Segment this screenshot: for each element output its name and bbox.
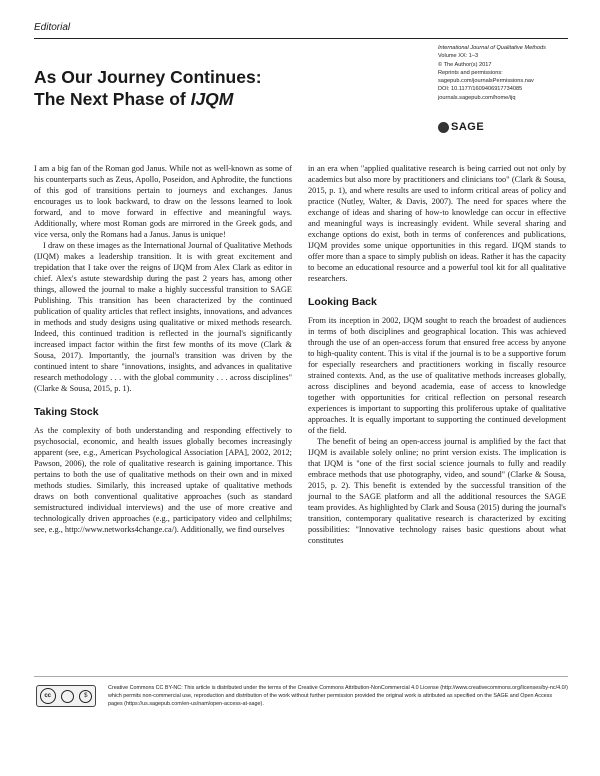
license-text: Creative Commons CC BY-NC: This article is distributed under the terms of the Creative Commons Attribution-NonCommercial 4.0 License (http://www.creativecommons.org/licenses/by-nc/4.0/) which permits non-commercial use, reproduction and distribution of the work without further permission provided the original work is attributed as specified on the SAGE and Open Access pages (https://us.sagepub.com/en-us/nam/open-access-at-sage). [108, 685, 568, 708]
paragraph: As the complexity of both understanding and responding effectively to psychosocial, economic, and health issues globally becomes increasingly apparent (see, e.g., American Psychological Association [APA], 2002, 2012; Pawson, 2006), the role of qualitative research is gaining importance. This pertains to both the use of qualitative methods on their own and in mixed methods studies. Similarly, this increased uptake of qualitative methods draws on both conventional qualitative approaches (such as standard semistructured individual interviews) and the use of more creative and technologically driven approaches (e.g., participatory video and cellphilms; see, e.g., http://www.networks4change.ca/). Additionally, we find ourselves [34, 426, 292, 534]
title-line-1: As Our Journey Continues: [34, 67, 262, 87]
sage-logo-text: SAGE [451, 121, 485, 133]
header-divider [34, 38, 568, 39]
title-journal-abbrev: IJQM [190, 89, 234, 109]
reprints-label: Reprints and permissions: [438, 69, 503, 76]
paragraph: From its inception in 2002, IJQM sought to reach the broadest of audiences in terms of both disciplines and geographical location. This was achieved through the use of an open-access forum that ensured free access by anyone to high-quality content. This is vital if the journal is to be a supportive forum for especially researchers and practitioners working in fiscally resource strained contexts. And, as the use of qualitative methods increases globally, across disciplines and beyond academia, ease of access to knowledge together with opportunities for critical reflection on personal research experiences is important to supporting this proliferous uptake of qualitative approaches. It is equally important to supporting the continued development of the field. [308, 316, 566, 435]
sage-logo [438, 121, 484, 133]
footer-divider [34, 676, 568, 677]
article-title [34, 66, 364, 110]
right-column [308, 163, 566, 546]
article-metadata [438, 44, 578, 102]
copyright: © The Author(s) 2017 [438, 61, 492, 68]
sage-logo-icon [438, 122, 449, 133]
left-column [34, 163, 292, 535]
title-line-2 [34, 88, 364, 110]
paragraph: in an era when "applied qualitative research is being carried out not only by academics but also more by practitioners and clinicians too" (Clark & Sousa, 2015, p. 1), and where results are used to inform critical areas of policy and practice (Nutley, Walter, & Davis, 2007). The need for spaces where the exchange of ideas and sharing of how-to knowledge can occur in effective and meaningful ways is increasingly evident. While several sharing and exchange options do exist, both in terms of conferences and publications, IJQM provides some unique opportunities in this regard. IJQM stands to offer more than a space to simply publish on ideas. Rather it has the capacity to become an educational resource and a powerful tool kit for all qualitative researchers. [308, 164, 566, 283]
paragraph: I draw on these images as the International Journal of Qualitative Methods (IJQM) makes a leadership transition. It is with great excitement and trepidation that I take over the reigns of IJQM from Alex Clark as editor in chief. Alex's astute stewardship during the past 2 years has, among other things, allowed the journal to make a highly successful transition to SAGE Publishing. This transition has been characterized by the continued publication of quality articles that reflect insights, innovations, and advances in methods and study designs using qualitative or mixed methods research. Indeed, this continued tradition is reflected in the journal's significantly increased impact factor within the first few months of its move (Clark & Sousa, 2017). Importantly, the journal's transition was driven by the continued intent to share "innovations, insights, and advances in qualitative research methodology . . . with the global community . . . across disciplines" (Clarke & Sousa, 2015, p. 1). [34, 241, 292, 393]
cc-icon: cc [40, 688, 56, 704]
paragraph: I am a big fan of the Roman god Janus. While not as well-known as some of his counterparts such as Zeus, Apollo, Poseidon, and Aphrodite, the functions of this god of transitions pertain to journeys and exchanges. Janus encourages us to look backward, to draw on the lessons learned to look forward, and to move forward in effective and meaningful ways. Additionally, where most Roman gods are mirrored in the Greek gods, and vice versa, only the Romans had a Janus. Janus is unique! [34, 164, 292, 239]
noncommercial-icon: $ [79, 690, 92, 703]
heading-taking-stock: Taking Stock [34, 406, 99, 418]
title-line-2-text: The Next Phase of [34, 89, 191, 109]
heading-looking-back: Looking Back [308, 296, 377, 308]
paragraph: The benefit of being an open-access journal is amplified by the fact that IJQM is available solely online; no print version exists. The implication is that IJQM is "one of the first social science journals to fully and readily embrace methods that use photography, video, and sound" (Clarke & Sousa, 2015, p. 2). This benefit is extended by the successful transition of the journal to the SAGE platform and all the additional resources the SAGE team provides. As highlighted by Clark and Sousa (2015) during the journal's transition, contemporary qualitative research is characterized by exciting possibilities: "Innovative technology raises basic questions about what constitutes [308, 437, 566, 545]
permissions-link[interactable]: sagepub.com/journalsPermissions.nav [438, 78, 534, 85]
journal-link[interactable]: journals.sagepub.com/home/ijq [438, 94, 516, 101]
doi[interactable]: DOI: 10.1177/1609406917734085 [438, 86, 523, 93]
journal-name: International Journal of Qualitative Methods [438, 45, 546, 51]
section-label: Editorial [34, 22, 71, 33]
volume: Volume XX: 1–3 [438, 53, 479, 60]
attribution-icon [61, 690, 74, 703]
cc-license-icon [36, 685, 96, 707]
